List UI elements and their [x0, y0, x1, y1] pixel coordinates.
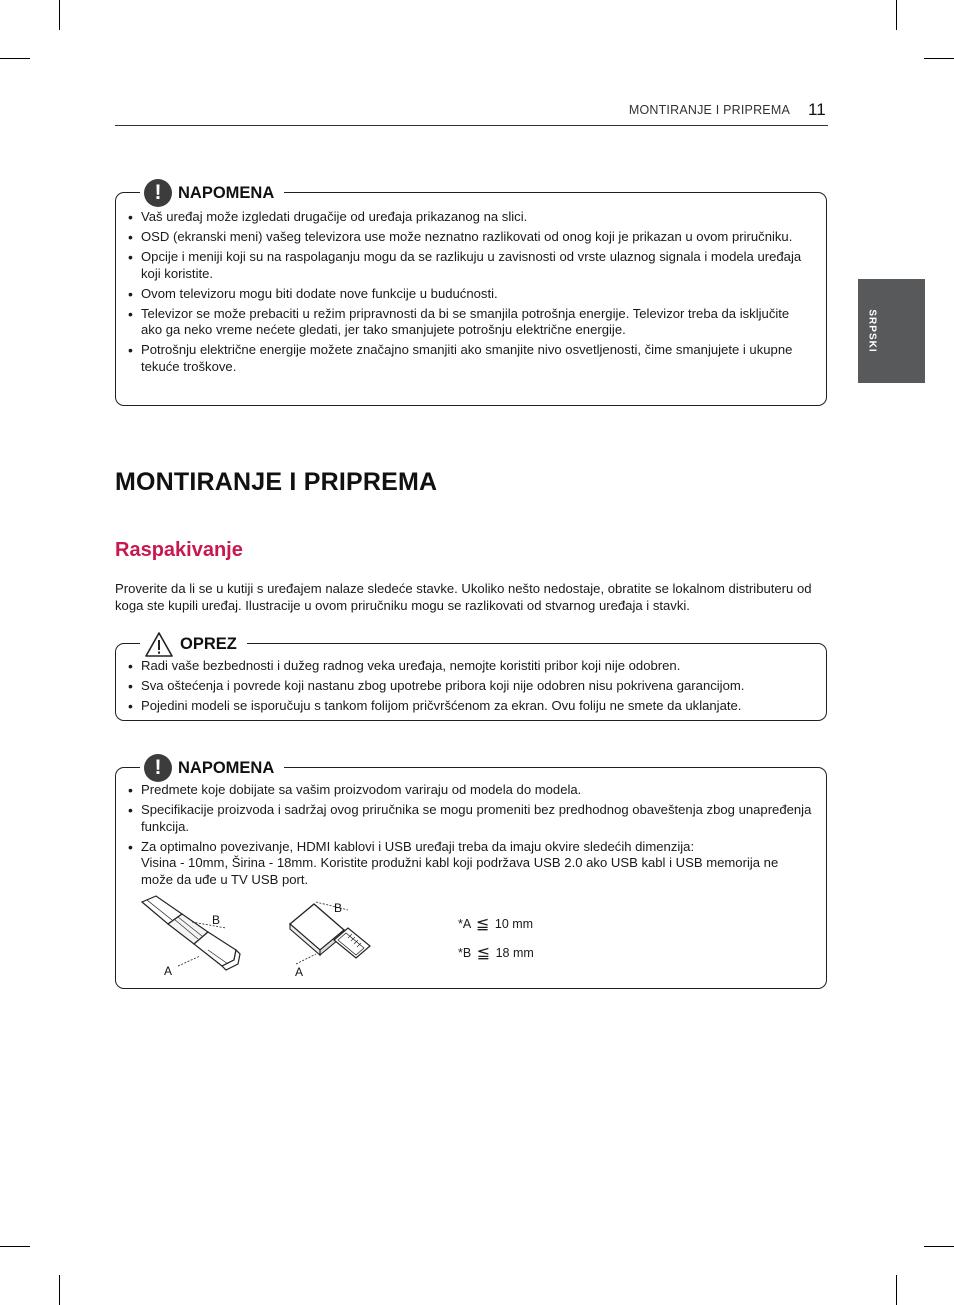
crop-mark [59, 1275, 60, 1305]
list-item: • Opcije i meniji koji su na raspolaganju mogu da se razlikuju u zavisnosti od vrste ulaznog signala i modela uređaja koji koristite. [128, 249, 812, 282]
list-item [128, 839, 812, 889]
dimension-a-value: 10 mm [494, 917, 534, 931]
dimension-label-b: B [212, 913, 221, 927]
language-tab [858, 279, 925, 383]
dimension-label-b: B [334, 901, 343, 915]
warning-triangle-icon [144, 631, 174, 658]
less-equal-symbol: ≦ [476, 916, 490, 933]
list-item: • OSD (ekranski meni) vašeg televizora use može neznatno razlikovati od onog koji je prikazan u ovom priručniku. [128, 229, 812, 246]
exclamation-icon: ! [144, 754, 172, 782]
note-box-header [140, 179, 284, 207]
crop-mark [59, 0, 60, 30]
running-header-section: MONTIRANJE I PRIPREMA [628, 103, 790, 117]
dimension-b-spec [458, 942, 534, 962]
list-item: • Radi vaše bezbednosti i dužeg radnog veka uređaja, nemojte koristiti pribor koji nije odobren. [128, 658, 812, 675]
dimension-a-prefix: *A [458, 917, 471, 931]
crop-mark [0, 58, 30, 59]
caution-box-header [140, 630, 247, 658]
dimension-label-a: A [164, 964, 173, 978]
dimension-a-spec [458, 913, 533, 933]
list-item: • Potrošnju električne energije možete značajno smanjiti ako smanjite nivo osvetljenosti, čime smanjujete i ukupne tekuće troškove. [128, 342, 812, 375]
hdmi-connector-illustration [138, 894, 250, 980]
intro-paragraph: Proverite da li se u kutiji s uređajem nalaze sledeće stavke. Ukoliko nešto nedostaje, obratite se lokalnom distributeru od koga ste kupili uređaj. Ilustracije u ovom priručniku mogu se razlikovati od stvarnog uređaja i stavki. [115, 581, 812, 613]
list-item: • Predmete koje dobijate sa vašim proizvodom variraju od modela do modela. [128, 782, 812, 799]
crop-mark [924, 1246, 954, 1247]
crop-mark [0, 1246, 30, 1247]
caution-box [115, 634, 827, 721]
caution-list [128, 658, 812, 718]
list-item-line: Visina - 10mm, Širina - 18mm. Koristite produžni kabl koji podržava USB 2.0 ako USB kabl i USB memorija ne može da uđe u TV USB port. [141, 855, 779, 887]
page-number: 11 [808, 100, 826, 119]
list-item: • Vaš uređaj može izgledati drugačije od uređaja prikazanog na slici. [128, 209, 812, 226]
list-item: • Ovom televizoru mogu biti dodate nove funkcije u budućnosti. [128, 286, 812, 303]
caution-title: OPREZ [180, 634, 237, 653]
list-item: • Pojedini modeli se isporučuju s tankom folijom pričvršćenom za ekran. Ovu foliju ne smete da uklanjate. [128, 698, 812, 715]
header-rule [115, 125, 828, 126]
section-subtitle: Raspakivanje [115, 539, 243, 561]
dimension-label-a: A [295, 965, 304, 979]
dimension-b-value: 18 mm [495, 946, 534, 960]
language-tab-label: SRPSKI [866, 309, 878, 353]
list-item: • Sva oštećenja i povrede koji nastanu zbog upotrebe pribora koji nije odobren nisu pokrivena garancijom. [128, 678, 812, 695]
list-item-line: Za optimalno povezivanje, HDMI kablovi i USB uređaji treba da imaju okvire sledećih dimenzija: [141, 838, 695, 854]
exclamation-icon: ! [144, 179, 172, 207]
usb-connector-illustration [286, 898, 386, 980]
dimension-b-prefix: *B [458, 946, 472, 960]
crop-mark [896, 1275, 897, 1305]
less-equal-symbol: ≦ [476, 945, 491, 962]
crop-mark [896, 0, 897, 30]
note-title: NAPOMENA [178, 183, 275, 202]
page-title: MONTIRANJE I PRIPREMA [115, 468, 438, 496]
note-box-1 [115, 181, 827, 406]
crop-mark [924, 58, 954, 59]
list-item: • Televizor se može prebaciti u režim pripravnosti da bi se smanjila potrošnja energije. Televizor treba da isključite ako ga neko vreme nećete gledati, jer tako smanjujete potrošnju električne energije. [128, 306, 812, 339]
note-list [128, 209, 812, 379]
note-list [128, 782, 812, 888]
note-box-header [140, 754, 284, 782]
note-title: NAPOMENA [178, 758, 275, 777]
note-box-2 [115, 756, 827, 989]
list-item: • Specifikacije proizvoda i sadržaj ovog priručnika se mogu promeniti bez predhodnog obaveštenja zbog unapređenja funkcija. [128, 802, 812, 835]
